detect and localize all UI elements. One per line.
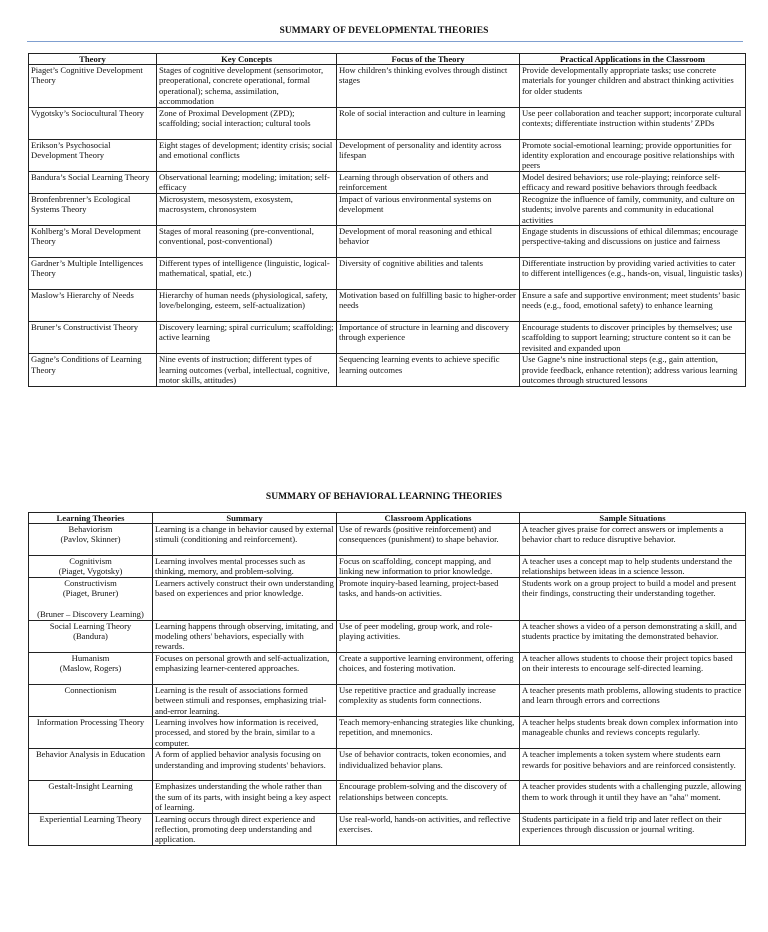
learning-theory-cell: Information Processing Theory xyxy=(29,717,153,749)
sample-situation-cell: A teacher uses a concept map to help students understand the relationships between ideas in a science lesson. xyxy=(520,556,746,578)
table-row xyxy=(29,684,746,716)
classroom-applications-cell: Use of rewards (positive reinforcement) and consequences (punishment) to shape behavior. xyxy=(337,524,520,556)
behavioral-theories-table xyxy=(28,512,746,846)
key-concepts-cell: Zone of Proximal Development (ZPD); scaffolding; social interaction; cultural tools xyxy=(157,107,337,139)
learning-theory-cell: Constructivism (Piaget, Bruner) (Bruner – Discovery Learning) xyxy=(29,578,153,621)
theory-cell: Piaget’s Cognitive Development Theory xyxy=(29,65,157,108)
applications-cell: Ensure a safe and supportive environment; meet students’ basic needs (e.g., food, emotional safety) to enhance learning xyxy=(520,290,746,322)
applications-cell: Recognize the influence of family, community, and culture on students; involve parents and community in educational activities xyxy=(520,193,746,225)
focus-cell: Role of social interaction and culture in learning xyxy=(337,107,520,139)
key-concepts-cell: Observational learning; modeling; imitation; self-efficacy xyxy=(157,171,337,193)
table-row xyxy=(29,813,746,845)
summary-cell: Learning involves mental processes such as thinking, memory, and problem-solving. xyxy=(153,556,337,578)
table-row xyxy=(29,65,746,108)
sample-situation-cell: A teacher allows students to choose their project topics based on their interests to encourage self-directed learning. xyxy=(520,652,746,684)
header-sample-situations: Sample Situations xyxy=(520,513,746,524)
header-focus: Focus of the Theory xyxy=(337,54,520,65)
learning-theory-cell: Cognitivism (Piaget, Vygotsky) xyxy=(29,556,153,578)
table-row xyxy=(29,354,746,386)
learning-theory-cell: Social Learning Theory (Bandura) xyxy=(29,620,153,652)
header-practical-applications: Practical Applications in the Classroom xyxy=(520,54,746,65)
table-row xyxy=(29,781,746,813)
classroom-applications-cell: Use real-world, hands-on activities, and reflective exercises. xyxy=(337,813,520,845)
focus-cell: Development of personality and identity across lifespan xyxy=(337,139,520,171)
theory-cell: Vygotsky’s Sociocultural Theory xyxy=(29,107,157,139)
table-row xyxy=(29,322,746,354)
classroom-applications-cell: Create a supportive learning environment, offering choices, and fostering motivation. xyxy=(337,652,520,684)
table-row xyxy=(29,717,746,749)
sample-situation-cell: A teacher shows a video of a person demonstrating a skill, and students practice by imitating the demonstrated behavior. xyxy=(520,620,746,652)
header-theory: Theory xyxy=(29,54,157,65)
theory-cell: Bronfenbrenner’s Ecological Systems Theory xyxy=(29,193,157,225)
classroom-applications-cell: Use of behavior contracts, token economies, and individualized behavior plans. xyxy=(337,749,520,781)
table-row xyxy=(29,578,746,621)
table-row xyxy=(29,107,746,139)
classroom-applications-cell: Use of peer modeling, group work, and role-playing activities. xyxy=(337,620,520,652)
focus-cell: Sequencing learning events to achieve specific learning outcomes xyxy=(337,354,520,386)
focus-cell: Impact of various environmental systems on development xyxy=(337,193,520,225)
applications-cell: Encourage students to discover principles by themselves; use scaffolding to support learning; structure content so it can be revisited and expanded upon xyxy=(520,322,746,354)
key-concepts-cell: Stages of cognitive development (sensorimotor, preoperational, concrete operational, formal operational); schema, assimilation, accommodation xyxy=(157,65,337,108)
theory-cell: Gagne’s Conditions of Learning Theory xyxy=(29,354,157,386)
focus-cell: Learning through observation of others and reinforcement xyxy=(337,171,520,193)
table-row xyxy=(29,171,746,193)
classroom-applications-cell: Encourage problem-solving and the discovery of relationships between concepts. xyxy=(337,781,520,813)
summary-cell: Learning is a change in behavior caused by external stimuli (conditioning and reinforcement). xyxy=(153,524,337,556)
learning-theory-cell: Gestalt-Insight Learning xyxy=(29,781,153,813)
applications-cell: Use Gagne’s nine instructional steps (e.g., gain attention, provide feedback, enhance retention); address various learning outcomes through structured lessons xyxy=(520,354,746,386)
summary-cell: Learners actively construct their own understanding based on experiences and prior knowledge. xyxy=(153,578,337,621)
key-concepts-cell: Microsystem, mesosystem, exosystem, macrosystem, chronosystem xyxy=(157,193,337,225)
summary-cell: A form of applied behavior analysis focusing on understanding and improving students' behaviors. xyxy=(153,749,337,781)
header-classroom-applications: Classroom Applications xyxy=(337,513,520,524)
learning-theory-cell: Experiential Learning Theory xyxy=(29,813,153,845)
classroom-applications-cell: Teach memory-enhancing strategies like chunking, repetition, and mnemonics. xyxy=(337,717,520,749)
key-concepts-cell: Different types of intelligence (linguistic, logical-mathematical, spatial, etc.) xyxy=(157,258,337,290)
sample-situation-cell: A teacher helps students break down complex information into manageable chunks and reviews concepts regularly. xyxy=(520,717,746,749)
applications-cell: Provide developmentally appropriate tasks; use concrete materials for younger children and abstract thinking activities for older students xyxy=(520,65,746,108)
header-key-concepts: Key Concepts xyxy=(157,54,337,65)
table-row xyxy=(29,226,746,258)
focus-cell: Diversity of cognitive abilities and talents xyxy=(337,258,520,290)
table-header-row xyxy=(29,513,746,524)
sample-situation-cell: Students work on a group project to build a model and present their findings, constructing their understanding together. xyxy=(520,578,746,621)
theory-cell: Gardner’s Multiple Intelligences Theory xyxy=(29,258,157,290)
theory-cell: Erikson’s Psychosocial Development Theory xyxy=(29,139,157,171)
key-concepts-cell: Stages of moral reasoning (pre-conventional, conventional, post-conventional) xyxy=(157,226,337,258)
developmental-theories-table xyxy=(28,53,746,387)
classroom-applications-cell: Focus on scaffolding, concept mapping, and linking new information to prior knowledge. xyxy=(337,556,520,578)
summary-cell: Emphasizes understanding the whole rather than the sum of its parts, with insight being a key aspect of learning. xyxy=(153,781,337,813)
table-row xyxy=(29,620,746,652)
applications-cell: Promote social-emotional learning; provide opportunities for identity exploration and encourage positive relationships with peers xyxy=(520,139,746,171)
key-concepts-cell: Nine events of instruction; different types of learning outcomes (verbal, intellectual, cognitive, motor skills, attitudes) xyxy=(157,354,337,386)
table-row xyxy=(29,749,746,781)
table-row xyxy=(29,652,746,684)
sample-situation-cell: A teacher presents math problems, allowing students to practice and learn through errors and corrections xyxy=(520,684,746,716)
sample-situation-cell: A teacher gives praise for correct answers or implements a behavior chart to reduce disruptive behavior. xyxy=(520,524,746,556)
key-concepts-cell: Hierarchy of human needs (physiological, safety, love/belonging, esteem, self-actualization) xyxy=(157,290,337,322)
applications-cell: Use peer collaboration and teacher support; incorporate cultural contexts; differentiate instruction within students’ ZPDs xyxy=(520,107,746,139)
developmental-theories-title: SUMMARY OF DEVELOPMENTAL THEORIES xyxy=(279,26,489,36)
applications-cell: Model desired behaviors; use role-playing; reinforce self-efficacy and reward positive behaviors through feedback xyxy=(520,171,746,193)
theory-cell: Bruner’s Constructivist Theory xyxy=(29,322,157,354)
focus-cell: How children’s thinking evolves through distinct stages xyxy=(337,65,520,108)
summary-cell: Learning involves how information is received, processed, and stored by the brain, similar to a computer. xyxy=(153,717,337,749)
title-divider xyxy=(27,41,743,42)
learning-theory-cell: Connectionism xyxy=(29,684,153,716)
behavioral-theories-title: SUMMARY OF BEHAVIORAL LEARNING THEORIES xyxy=(265,492,503,502)
table-row xyxy=(29,193,746,225)
table-row xyxy=(29,290,746,322)
table-row xyxy=(29,524,746,556)
header-learning-theories: Learning Theories xyxy=(29,513,153,524)
table-row xyxy=(29,139,746,171)
theory-cell: Kohlberg’s Moral Development Theory xyxy=(29,226,157,258)
table-row xyxy=(29,258,746,290)
sample-situation-cell: A teacher implements a token system where students earn rewards for positive behaviors and are reinforced consistently. xyxy=(520,749,746,781)
header-summary: Summary xyxy=(153,513,337,524)
classroom-applications-cell: Use repetitive practice and gradually increase complexity as students form connections. xyxy=(337,684,520,716)
focus-cell: Importance of structure in learning and discovery through experience xyxy=(337,322,520,354)
theory-cell: Bandura’s Social Learning Theory xyxy=(29,171,157,193)
summary-cell: Learning is the result of associations formed between stimuli and responses, emphasizing trial-and-error learning. xyxy=(153,684,337,716)
sample-situation-cell: A teacher provides students with a challenging puzzle, allowing them to work through it until they have an "aha" moment. xyxy=(520,781,746,813)
applications-cell: Differentiate instruction by providing varied activities to cater to different intelligences (e.g., hands-on, visual, linguistic tasks) xyxy=(520,258,746,290)
focus-cell: Development of moral reasoning and ethical behavior xyxy=(337,226,520,258)
learning-theory-cell: Behavior Analysis in Education xyxy=(29,749,153,781)
learning-theory-cell: Humanism (Maslow, Rogers) xyxy=(29,652,153,684)
summary-cell: Learning happens through observing, imitating, and modeling others' behaviors, especially with rewards. xyxy=(153,620,337,652)
learning-theory-cell: Behaviorism (Pavlov, Skinner) xyxy=(29,524,153,556)
key-concepts-cell: Eight stages of development; identity crisis; social and emotional conflicts xyxy=(157,139,337,171)
sample-situation-cell: Students participate in a field trip and later reflect on their experiences through discussion or journal writing. xyxy=(520,813,746,845)
key-concepts-cell: Discovery learning; spiral curriculum; scaffolding; active learning xyxy=(157,322,337,354)
table-row xyxy=(29,556,746,578)
table-header-row xyxy=(29,54,746,65)
theory-cell: Maslow’s Hierarchy of Needs xyxy=(29,290,157,322)
focus-cell: Motivation based on fulfilling basic to higher-order needs xyxy=(337,290,520,322)
applications-cell: Engage students in discussions of ethical dilemmas; encourage perspective-taking and discussions on justice and fairness xyxy=(520,226,746,258)
classroom-applications-cell: Promote inquiry-based learning, project-based tasks, and hands-on activities. xyxy=(337,578,520,621)
summary-cell: Learning occurs through direct experience and reflection, promoting deep understanding and application. xyxy=(153,813,337,845)
summary-cell: Focuses on personal growth and self-actualization, emphasizing learner-centered approaches. xyxy=(153,652,337,684)
